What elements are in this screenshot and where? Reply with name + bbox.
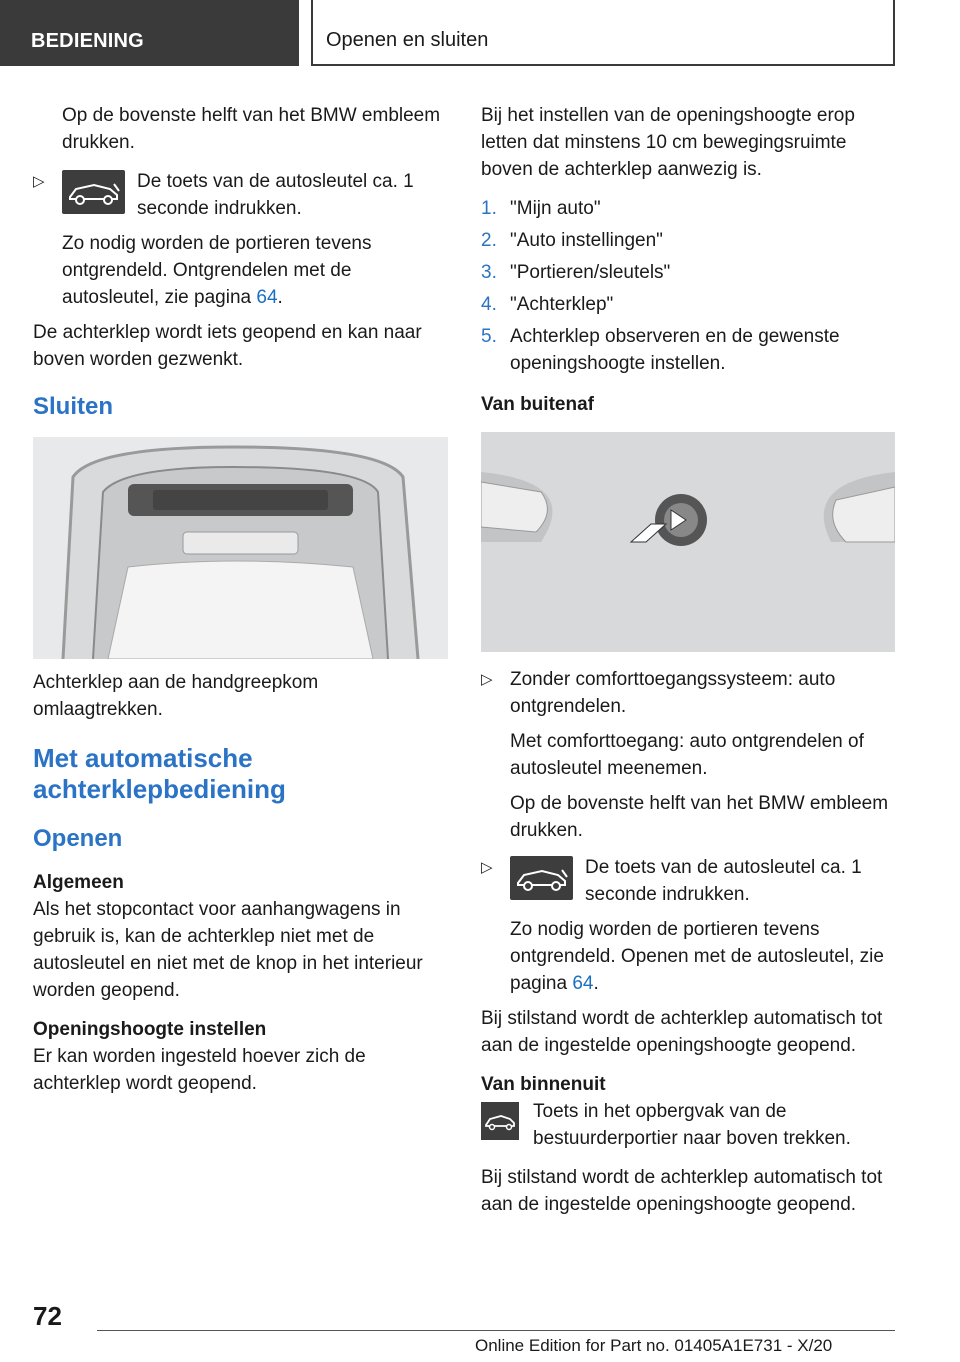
paragraph: Bij stilstand wordt de achterklep automatisch tot aan de ingestelde openingshoogte geopend.: [481, 1167, 883, 1215]
triangle-right-icon: ▷: [33, 173, 45, 190]
bullet-sub: Zo nodig worden de portieren tevens ontgrendeld. Openen met de autosleutel, zie pagina 64.: [510, 919, 884, 994]
bmw-emblem-image: [481, 432, 895, 652]
paragraph: Zo nodig worden de portieren tevens ontgrendeld. Openen met de autosleutel, zie pagina: [510, 919, 884, 994]
bullet-item: [33, 168, 448, 222]
bullet-item: [481, 854, 895, 908]
right-column: [481, 102, 895, 1230]
bullet-sub: Zo nodig worden de portieren tevens ontgrendeld. Ontgrendelen met de autosleutel, zie pagina 64.: [62, 233, 372, 308]
heading-algemeen: Algemeen: [33, 872, 124, 893]
car-tailgate-icon: [481, 1102, 519, 1140]
paragraph: Op de bovenste helft van het BMW embleem drukken.: [510, 793, 889, 841]
list-item: 3. "Portieren/sleutels": [481, 262, 671, 283]
chapter-tab: [311, 0, 895, 66]
chapter-title: Openen en sluiten: [326, 29, 489, 51]
page-link[interactable]: 64: [256, 287, 278, 308]
tailgate-interior-image: [33, 437, 448, 659]
triangle-right-icon: ▷: [481, 859, 493, 876]
bullet-text: De toets van de autosleutel ca. 1 seconde indrukken.: [585, 857, 862, 905]
heading-openingshoogte: Openingshoogte instellen: [33, 1019, 267, 1040]
heading-sluiten: Sluiten: [33, 393, 114, 420]
bullet-sub: [481, 728, 895, 844]
paragraph: Achterklep aan de handgreepkom omlaagtrekken.: [33, 672, 319, 720]
list-item: 4. "Achterklep": [481, 294, 614, 315]
heading-binnenuit: Van binnenuit: [481, 1074, 606, 1095]
paragraph: Er kan worden ingesteld hoever zich de achterklep wordt geopend.: [33, 1046, 366, 1094]
triangle-right-icon: ▷: [481, 671, 493, 688]
list-item: 5. Achterklep observeren en de gewenste openingshoogte instellen.: [481, 326, 840, 374]
paragraph: Met comforttoegang: auto ontgrendelen of autosleutel meenemen.: [510, 731, 864, 779]
car-tailgate-icon: [510, 856, 573, 900]
paragraph: Als het stopcontact voor aanhangwagens in gebruik is, kan de achterklep niet met de autosleutel en niet met de knop in het interieur worden geopend.: [33, 899, 423, 1001]
heading-openen: Openen: [33, 825, 123, 852]
section-title: BEDIENING: [31, 30, 144, 52]
paragraph: Bij het instellen van de openingshoogte erop letten dat minstens 10 cm bewegingsruimte boven de achterklep aanwezig is.: [481, 105, 855, 180]
icon-text: Toets in het opbergvak van de bestuurderportier naar boven trekken.: [533, 1101, 851, 1149]
icon-item: [481, 1098, 895, 1152]
section-tab: [0, 0, 299, 66]
list-item: 2. "Auto instellingen": [481, 230, 663, 251]
paragraph: Zo nodig worden de portieren tevens ontgrendeld. Ontgrendelen met de autosleutel, zie pagina: [62, 233, 372, 308]
heading-automatische: Met automatische achterklepbediening: [33, 743, 286, 804]
paragraph: De achterklep wordt iets geopend en kan naar boven worden gezwenkt.: [33, 322, 422, 370]
page-link[interactable]: 64: [572, 973, 594, 994]
bullet-text: Zonder comforttoegangssysteem: auto ontgrendelen.: [510, 669, 836, 717]
footer-divider: [97, 1330, 895, 1331]
left-column: [33, 102, 448, 1109]
bullet-item: [481, 666, 895, 720]
car-tailgate-icon: [62, 170, 125, 214]
list-item: 1. "Mijn auto": [481, 198, 601, 219]
footer-edition: Online Edition for Part no. 01405A1E731 - X/20: [475, 1336, 833, 1355]
bullet-text: De toets van de autosleutel ca. 1 seconde indrukken.: [137, 171, 414, 219]
heading-buitenaf: Van buitenaf: [481, 394, 594, 415]
paragraph: Op de bovenste helft van het BMW embleem drukken.: [62, 105, 441, 153]
steps-list: [481, 195, 895, 377]
paragraph: Bij stilstand wordt de achterklep automatisch tot aan de ingestelde openingshoogte geopend.: [481, 1008, 883, 1056]
page-number: 72: [33, 1301, 62, 1331]
